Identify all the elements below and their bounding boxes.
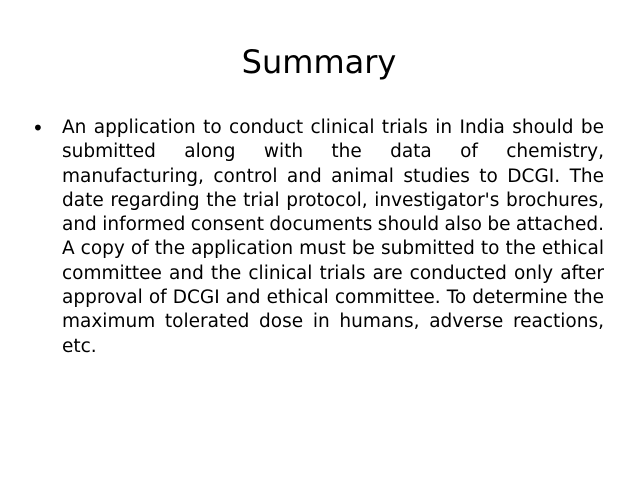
- bullet-item: [32, 116, 604, 359]
- bullet-list: [32, 116, 604, 359]
- bullet-marker: •: [32, 116, 44, 140]
- bullet-text: An application to conduct clinical trials in India should be submitted along with the data of chemistry, manufacturing, control and animal studies to DCGI. The date regarding the trial protocol, investigator's brochures, and informed consent documents should also be attached. A copy of the application must be submitted to the ethical committee and the clinical trials are conducted only after approval of DCGI and ethical committee. To determine the maximum tolerated dose in humans, adverse reactions, etc.: [62, 117, 604, 357]
- slide-title: Summary: [241, 43, 397, 81]
